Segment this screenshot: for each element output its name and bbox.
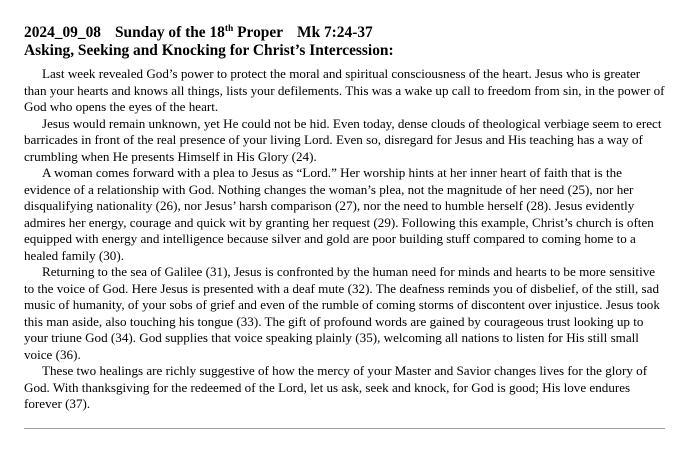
bulletin-page	[24, 24, 665, 413]
occasion-prefix: Sunday of the 18	[114, 24, 225, 41]
paragraph-1: Last week revealed God’s power to protect the moral and spiritual consciousness of the heart. Jesus who is greater than your hearts and knows all things, lists your defilements. This was a wake up call to freedom from sin, in the power of God who opens the eyes of the heart.	[24, 66, 665, 114]
paragraph-2: Jesus would remain unknown, yet He could not be hid. Even today, dense clouds of theological verbiage seem to erect barricades in front of the real presence of your living Lord. Even so, disregard for Jesus and His teaching has a way of crumbling when He presents Himself in His Glory (24).	[24, 115, 662, 164]
paragraph-3: A woman comes forward with a plea to Jesus as “Lord.” Her worship hints at her inner heart of faith that is the evidence of a relationship with God. Nothing changes the woman’s plea, not the magnitude of her need (25), nor her disqualifying nationality (26), nor Jesus’ harsh comparison (27), nor the need to humble herself (28). Jesus evidently admires her energy, courage and quick wit by granting her request (29). Following this example, Christ’s church is often equipped with energy and intelligence because silver and gold are poor building stuff compared to coming home to a healed family (30).	[24, 165, 654, 263]
occasion-suffix: Proper	[233, 24, 284, 41]
service-date: 2024_09_08	[24, 24, 101, 41]
ordinal-suffix: th	[224, 23, 234, 34]
bottom-divider	[24, 428, 665, 429]
scripture-reference: Mk 7:24-37	[297, 24, 373, 41]
title-line	[24, 24, 665, 42]
sermon-subtitle: Asking, Seeking and Knocking for Christ’s Intercession:	[24, 42, 394, 59]
paragraph-5: These two healings are richly suggestive of how the mercy of your Master and Savior changes lives for the glory of God. With thanksgiving for the redeemed of the Lord, let us ask, seek and knock, for God is good; His love endures forever (37).	[24, 363, 648, 411]
paragraph-4: Returning to the sea of Galilee (31), Jesus is confronted by the human need for minds and hearts to be more sensitive to the voice of God. Here Jesus is presented with a deaf mute (32). The deafness reminds you of disbelief, of the still, sad music of humanity, of your sobs of grief and even of the rumble of coming storms of discontent over injustice. Jesus took this man aside, also touching his tongue (33). The gift of profound words are gained by courageous trust looking up to your triune God (34). God supplies that voice speaking plainly (35), welcoming all nations to listen for His still small voice (36).	[24, 264, 660, 362]
sermon-body	[24, 66, 665, 413]
